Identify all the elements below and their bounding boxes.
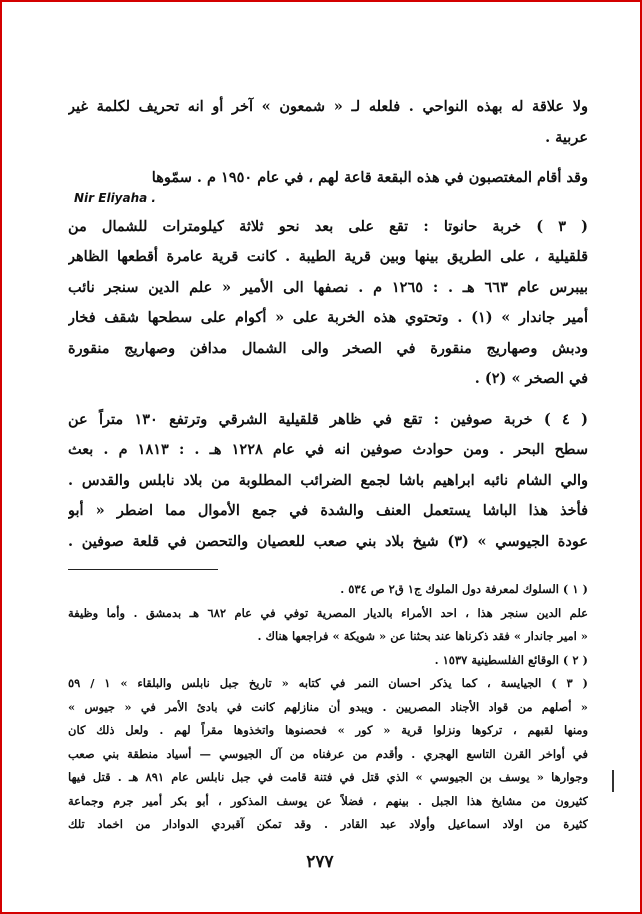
document-page [68, 92, 588, 837]
page-number: ٢٧٧ [306, 852, 334, 872]
paragraph-1 [68, 92, 588, 153]
paragraph-4 [68, 405, 588, 558]
text-line: فأخذ هذا الباشا يستعمل العنف والشدة في جمع الأموال مما اضطر « أبو [68, 502, 588, 519]
text-line: بيبرس عام ٦٦٣ هـ . : ١٢٦٥ م . نصفها الى الأمير « علم الدين سنجر نائب [68, 278, 588, 296]
latin-name: Nir Eliyaha . [74, 190, 156, 205]
footnote-line: « امير جاندار » فقد ذكرناها عند بحثنا عن « شويكة » فراجعها هناك . [257, 629, 588, 643]
footnotes [68, 578, 588, 837]
text-line: سطح البحر . ومن حوادث صوفين انه في عام ١٢٢٨ هـ . : ١٨١٣ م . بعث [68, 441, 588, 458]
text-line: عربية . [545, 128, 588, 146]
text-line: قلقيلية ، على الطريق بينها وبين قرية الطيبة . كانت قرية عامرة أقطعها الظاهر [68, 248, 588, 265]
footnote-divider [68, 569, 218, 570]
footnote-line: « أصلهم من قواد الأجناد المصريين . ويبدو أن منازلهم كانت في بادئ الأمر في « جيوس » [68, 699, 588, 714]
text-line: عودة الجيوسي » (٣) شيخ بلاد بني صعب للعصيان والتحصن في قلعة صوفين . [68, 532, 588, 550]
text-line: وقد أقام المغتصبون في هذه البقعة قاعة لهم ، في عام ١٩٥٠ م . سمّوها [151, 169, 588, 186]
footnote-line: في أواخر القرن التاسع الهجري . وأقدم من عرفناه من آل الجيوسي — أسياد منطقة بني صعب [68, 746, 588, 761]
text-line: ( ٤ ) خربة صوفين : تقع في ظاهر قلقيلية الشرقي وترتفع ١٣٠ متراً عن [68, 410, 588, 428]
text-line: أمير جاندار » (١) . وتحتوي هذه الخربة على « أكوام على سطحها شقف فخار [68, 309, 588, 326]
text-line: في الصخر » (٢) . [474, 370, 588, 387]
text-line: ودبش وصهاريج منقورة في الصخر والى الشمال مدافن وصهاريج منقورة [68, 339, 588, 357]
footnote-line: ( ٢ ) الوقائع الفلسطينية ١٥٣٧ . [434, 652, 588, 667]
footnote-line: كثيرة من اولاد اسماعيل وأولاد عبد القادر . وقد تمكن آقبردي الدوادار من اخماد تلك [68, 817, 588, 831]
footnote-line: ( ٣ ) الجيايسة ، كما يذكر احسان النمر في كتابه « تاريخ جبل نابلس والبلقاء » ١ / ٥٩ [68, 676, 588, 690]
footnote-line: وجوارها « يوسف بن الجيوسي » الذي قتل في فتنة قامت في جبل نابلس عام ٨٩١ هـ . قتل فيها [68, 770, 588, 784]
margin-mark [612, 770, 614, 792]
text-line: ( ٣ ) خربة حانوتا : تقع على بعد نحو ثلاثة كيلومترات للشمال من [68, 217, 588, 235]
footnote-line: ( ١ ) السلوك لمعرفة دول الملوك ج١ ق٢ ص ٥٣٤ . [340, 582, 588, 596]
text-line: ولا علاقة له بهذه النواحي . فلعله لـ « شمعون » آخر أو انه تحريف لكلمة غير [68, 98, 588, 115]
footnote-line: علم الدين سنجر هذا ، احد الأمراء بالديار المصرية توفي في عام ٦٨٢ هـ بدمشق . وأما وظيفة [68, 605, 588, 620]
footnote-line: كثيرون من مشايخ هذا الجبل . بينهم ، فضلاً عن يوسف المذكور ، أبو بكر أمير جرم وجماعة [68, 793, 588, 808]
footnote-line: ومنها لقبهم ، تركوها ونزلوا قرية « كور » فحصنوها واتخذوها مقراً لهم . ولعل ذلك كان [68, 723, 588, 737]
paragraph-3 [68, 212, 588, 395]
text-line: والي الشام نائبه ابراهيم باشا لجمع الضرائب المطلوبة من بلاد نابلس والقدس . [68, 471, 588, 489]
